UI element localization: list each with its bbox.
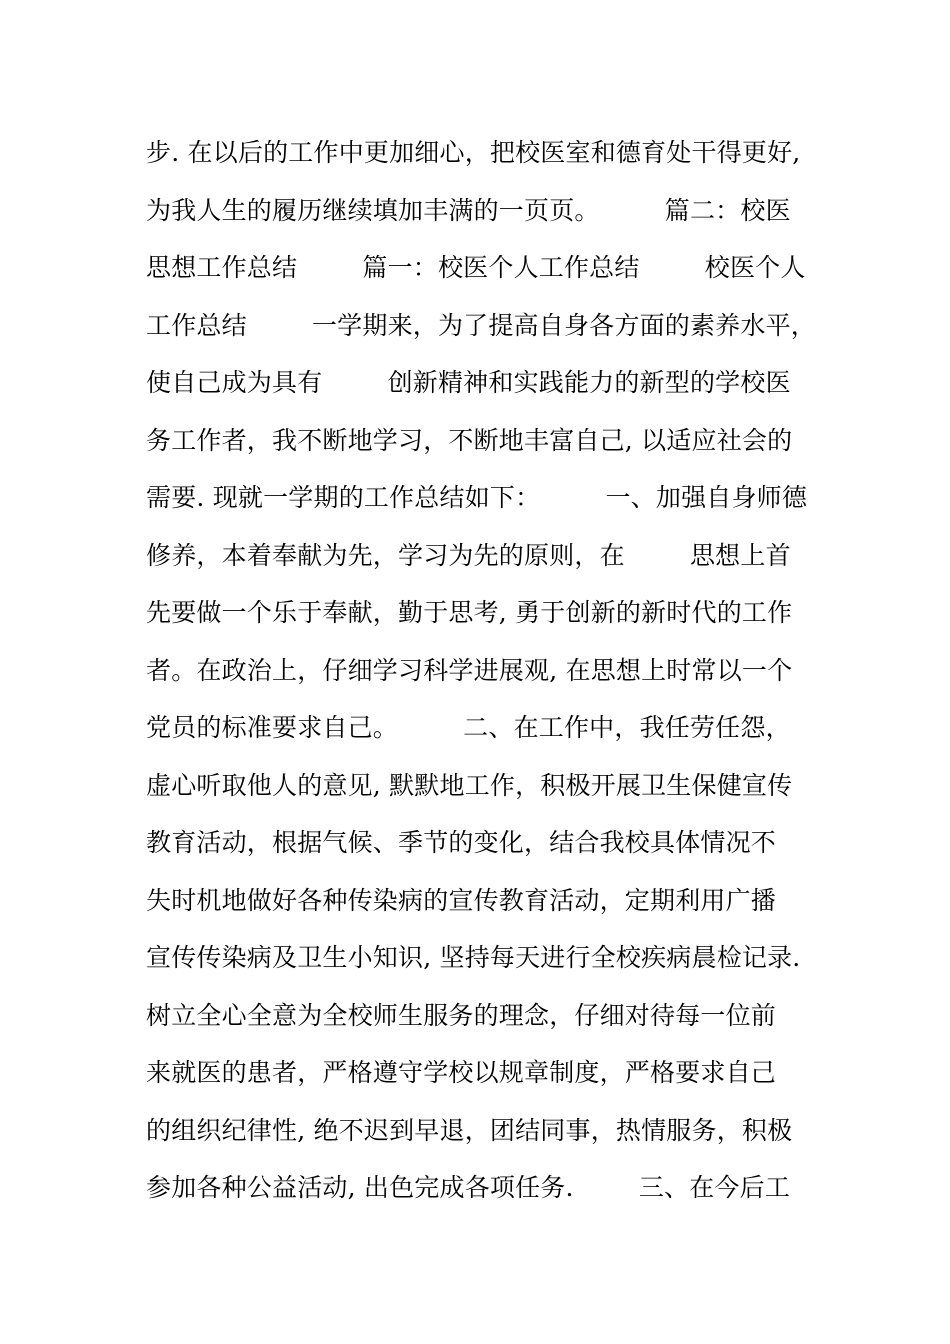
body-text xyxy=(146,124,826,1217)
text-line: 步. 在以后的工作中更加细心，把校医室和德育处干得更好, xyxy=(146,138,801,167)
text-line: 修养，本着奉献为先，学习为先的原则，在 思想上首 xyxy=(146,540,791,570)
text-line: 工作总结 一学期来，为了提高自身各方面的素养水平， xyxy=(146,310,816,340)
text-line: 思想工作总结 篇一：校医个人工作总结 校医个人 xyxy=(146,253,806,282)
text-line: 先要做一个乐于奉献，勤于思考, 勇于创新的新时代的工作 xyxy=(146,598,793,627)
text-line: 虚心听取他人的意见, 默默地工作，积极开展卫生保健宣传 xyxy=(146,770,793,800)
text-line: 为我人生的履历继续填加丰满的一页页。 篇二：校医 xyxy=(146,195,791,225)
text-line: 的组织纪律性, 绝不迟到早退，团结同事，热情服务，积极 xyxy=(146,1115,793,1145)
text-line: 宣传传染病及卫生小知识, 坚持每天进行全校疾病晨检记录. xyxy=(146,943,801,972)
text-line: 需要. 现就一学期的工作总结如下： 一、加强自身师德 xyxy=(146,483,808,512)
text-line: 参加各种公益活动, 出色完成各项任务. 三、在今后工 xyxy=(146,1173,791,1202)
text-line: 者。在政治上，仔细学习科学进展观, 在思想上时常以一个 xyxy=(146,655,793,685)
text-line: 失时机地做好各种传染病的宣传教育活动，定期利用广播 xyxy=(146,885,777,915)
text-line: 树立全心全意为全校师生服务的理念，仔细对待每一位前 xyxy=(146,1000,777,1030)
text-line: 教育活动，根据气候、季节的变化，结合我校具体情况不 xyxy=(146,828,777,857)
text-line: 来就医的患者，严格遵守学校以规章制度，严格要求自己 xyxy=(146,1058,777,1087)
text-line: 使自己成为具有 创新精神和实践能力的新型的学校医 xyxy=(146,368,791,397)
text-line: 党员的标准要求自己。 二、在工作中，我任劳任怨， xyxy=(146,713,791,742)
text-line: 务工作者，我不断地学习，不断地丰富自己, 以适应社会的 xyxy=(146,425,793,455)
